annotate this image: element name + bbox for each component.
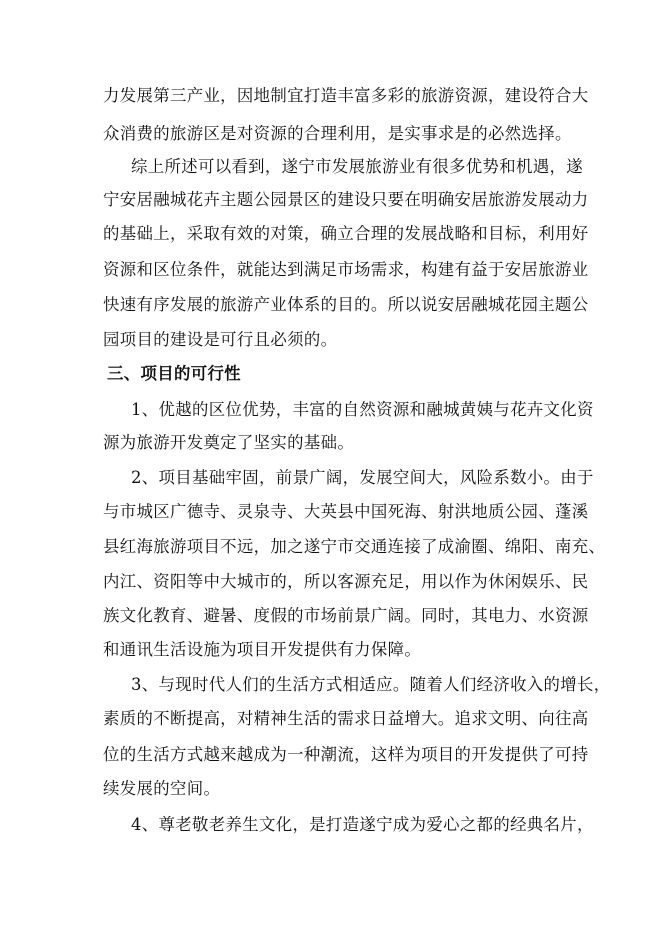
section-heading: 三、项目的可行性 bbox=[107, 364, 241, 383]
paragraph-line: 位的生活方式越来越成为一种潮流，这样为项目的开发提供了可持 bbox=[103, 745, 589, 764]
paragraph-line: 3、与现时代人们的生活方式相适应。随着人们经济收入的增长， bbox=[131, 675, 611, 694]
paragraph-line: 的基础上，采取有效的对策，确立合理的发展战略和目标，利用好 bbox=[103, 224, 589, 243]
paragraph-line: 综上所述可以看到，遂宁市发展旅游业有很多优势和机遇，遂 bbox=[131, 157, 583, 176]
paragraph-line: 族文化教育、避暑、度假的市场前景广阔。同时，其电力、水资源 bbox=[103, 606, 589, 625]
paragraph-line: 县红海旅游项目不远，加之遂宁市交通连接了成渝圈、绵阳、南充、 bbox=[103, 537, 606, 556]
paragraph-line: 内江、资阳等中大城市的，所以客源充足，用以作为休闲娱乐、民 bbox=[103, 572, 589, 591]
paragraph-line: 众消费的旅游区是对资源的合理利用，是实事求是的必然选择。 bbox=[103, 124, 572, 143]
paragraph-line: 和通讯生活设施为项目开发提供有力保障。 bbox=[103, 640, 422, 659]
paragraph-line: 与市城区广德寺、灵泉寺、大英县中国死海、射洪地质公园、蓬溪 bbox=[103, 502, 589, 521]
paragraph-line: 1、优越的区位优势，丰富的自然资源和融城黄姨与花卉文化资 bbox=[131, 400, 594, 419]
paragraph-line: 2、项目基础牢固，前景广阔，发展空间大，风险系数小。由于 bbox=[131, 468, 594, 487]
paragraph-line: 园项目的建设是可行且必须的。 bbox=[103, 330, 338, 349]
paragraph-line: 资源和区位条件，就能达到满足市场需求，构建有益于安居旅游业 bbox=[103, 260, 589, 279]
paragraph-line: 宁安居融城花卉主题公园景区的建设只要在明确安居旅游发展动力 bbox=[103, 190, 589, 209]
paragraph-line: 4、尊老敬老养生文化，是打造遂宁成为爱心之都的经典名片， bbox=[131, 815, 594, 834]
paragraph-line: 素质的不断提高，对精神生活的需求日益增大。追求文明、向往高 bbox=[103, 709, 589, 728]
paragraph-line: 力发展第三产业，因地制宜打造丰富多彩的旅游资源，建设符合大 bbox=[103, 86, 589, 105]
paragraph-line: 源为旅游开发奠定了坚实的基础。 bbox=[103, 433, 355, 452]
paragraph-line: 快速有序发展的旅游产业体系的目的。所以说安居融城花园主题公 bbox=[103, 295, 589, 314]
paragraph-line: 续发展的空间。 bbox=[103, 779, 221, 798]
